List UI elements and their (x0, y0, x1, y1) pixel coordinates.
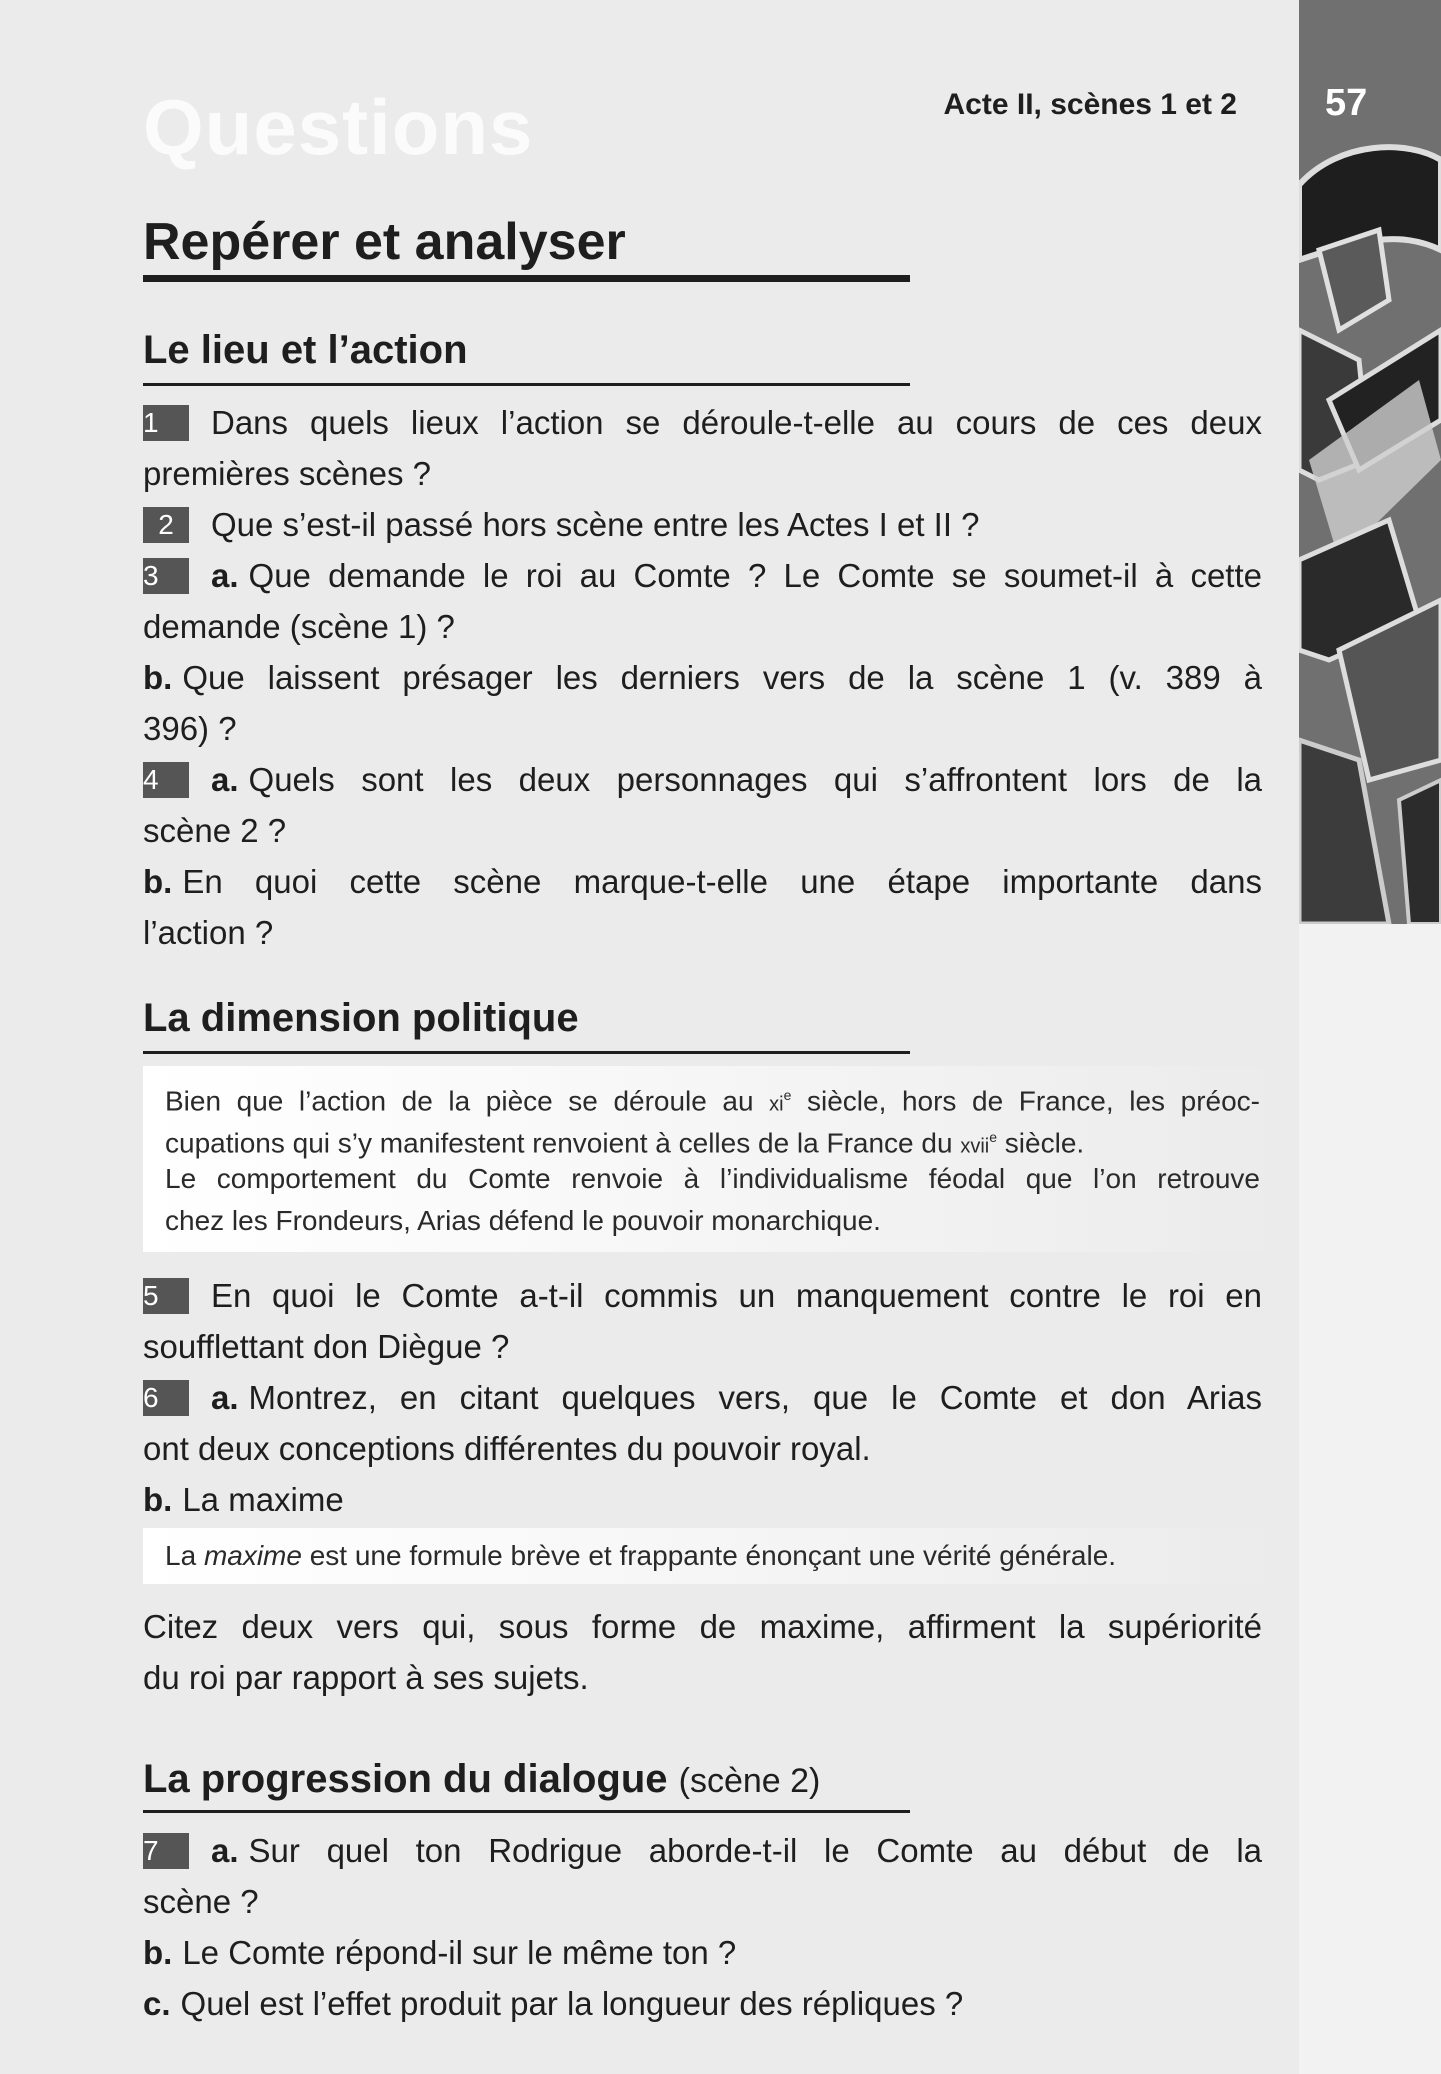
question-text: Dans quels lieux l’action se déroule-t-elle au cours de ces deux (211, 404, 1262, 441)
question-text: La maxime (182, 1481, 344, 1518)
running-head: Acte II, scènes 1 et 2 (943, 88, 1237, 121)
sub-question-label: c. (143, 1985, 171, 2022)
question-number-badge: 3 (143, 558, 189, 594)
text-line (143, 703, 1262, 754)
text-line (143, 907, 1262, 958)
text-line (143, 652, 1262, 703)
question-text: demande (scène 1) ? (143, 608, 455, 645)
sub-question-label: b. (143, 1934, 173, 1971)
heading-rule (143, 1051, 910, 1054)
questions-block (143, 1825, 1262, 2029)
text-line (143, 1652, 1262, 1703)
question-text: 396) ? (143, 710, 237, 747)
question-text: du roi par rapport à ses sujets. (143, 1659, 589, 1696)
text-line (143, 397, 1262, 448)
question-number-badge: 1 (143, 405, 189, 441)
question-number-badge: 6 (143, 1380, 189, 1416)
sub-question-label: a. (211, 761, 239, 798)
question-number-badge: 4 (143, 762, 189, 798)
illustration-strip (1299, 0, 1441, 924)
question-text: Quels sont les deux personnages qui s’affrontent lors de la (248, 761, 1262, 798)
text-line (143, 805, 1262, 856)
box-line: chez les Frondeurs, Arias défend le pouvoir monarchique. (165, 1205, 881, 1236)
box-line: cupations qui s’y manifestent renvoient à celles de la France du xvii$^e$ siècle. (165, 1127, 1085, 1159)
text-line (143, 1601, 1262, 1652)
text-line (143, 499, 1262, 550)
questions-block (143, 397, 1262, 958)
heading-progression-dialogue: La progression du dialogue (scène 2) (143, 1757, 821, 1801)
question-text: scène ? (143, 1883, 259, 1920)
questions-block (143, 1270, 1262, 1525)
question-text: Le Comte répond-il sur le même ton ? (182, 1934, 737, 1971)
text-line (143, 1927, 1262, 1978)
heading-rule (143, 1810, 910, 1813)
page-number: 57 (1325, 82, 1368, 124)
questions-block (143, 1601, 1262, 1703)
question-text: premières scènes ? (143, 455, 431, 492)
margin-blank (1299, 924, 1441, 2074)
text-line (143, 1321, 1262, 1372)
page-title: Questions (143, 83, 534, 171)
text-line (143, 1372, 1262, 1423)
text-line (143, 601, 1262, 652)
question-text: Quel est l’effet produit par la longueur des répliques ? (180, 1985, 964, 2022)
question-number-badge: 5 (143, 1278, 189, 1314)
question-text: En quoi cette scène marque-t-elle une étape importante dans (182, 863, 1262, 900)
heading-dimension-politique: La dimension politique (143, 996, 579, 1040)
sub-question-label: b. (143, 659, 173, 696)
text-line (143, 448, 1262, 499)
question-number-badge: 7 (143, 1833, 189, 1869)
heading-lieu-action: Le lieu et l’action (143, 328, 468, 372)
text-line (143, 1474, 1262, 1525)
sub-question-label: b. (143, 1481, 173, 1518)
box-line: Le comportement du Comte renvoie à l’individualisme féodal que l’on retrouve (165, 1163, 1260, 1194)
question-text: ont deux conceptions différentes du pouvoir royal. (143, 1430, 871, 1467)
text-line (143, 1825, 1262, 1876)
sub-question-label: b. (143, 863, 173, 900)
text-line (143, 550, 1262, 601)
sub-question-label: a. (211, 1832, 239, 1869)
text-line (143, 856, 1262, 907)
question-text: Que demande le roi au Comte ? Le Comte se soumet-il à cette (248, 557, 1262, 594)
question-text: scène 2 ? (143, 812, 287, 849)
question-text: Citez deux vers qui, sous forme de maxime, affirment la supériorité (143, 1608, 1262, 1645)
question-text: Sur quel ton Rodrigue aborde-t-il le Comte au début de la (248, 1832, 1262, 1869)
question-text: En quoi le Comte a-t-il commis un manquement contre le roi en (211, 1277, 1262, 1314)
question-text: Montrez, en citant quelques vers, que le Comte et don Arias (248, 1379, 1262, 1416)
question-text: Que laissent présager les derniers vers de la scène 1 (v. 389 à (182, 659, 1262, 696)
section-title: Repérer et analyser (143, 213, 626, 271)
question-number-badge: 2 (143, 507, 189, 543)
text-line (143, 1270, 1262, 1321)
section-rule (143, 275, 910, 282)
box-line: Bien que l’action de la pièce se déroule au $xi^e$ siècle, hors de France, les préoc- (165, 1085, 1260, 1117)
sub-question-label: a. (211, 1379, 239, 1416)
question-text: l’action ? (143, 914, 274, 951)
context-box (143, 1066, 1283, 1252)
sub-question-label: a. (211, 557, 239, 594)
question-text: soufflettant don Diègue ? (143, 1328, 510, 1365)
definition-box (143, 1528, 1283, 1584)
artwork-image (1299, 0, 1441, 924)
text-line (143, 754, 1262, 805)
definition-text: La maxime est une formule brève et frappante énonçant une vérité générale. (165, 1540, 1117, 1571)
text-line (143, 1423, 1262, 1474)
text-line (143, 1876, 1262, 1927)
question-text: Que s’est-il passé hors scène entre les Actes I et II ? (211, 506, 980, 543)
heading-rule (143, 383, 910, 386)
text-line (143, 1978, 1262, 2029)
